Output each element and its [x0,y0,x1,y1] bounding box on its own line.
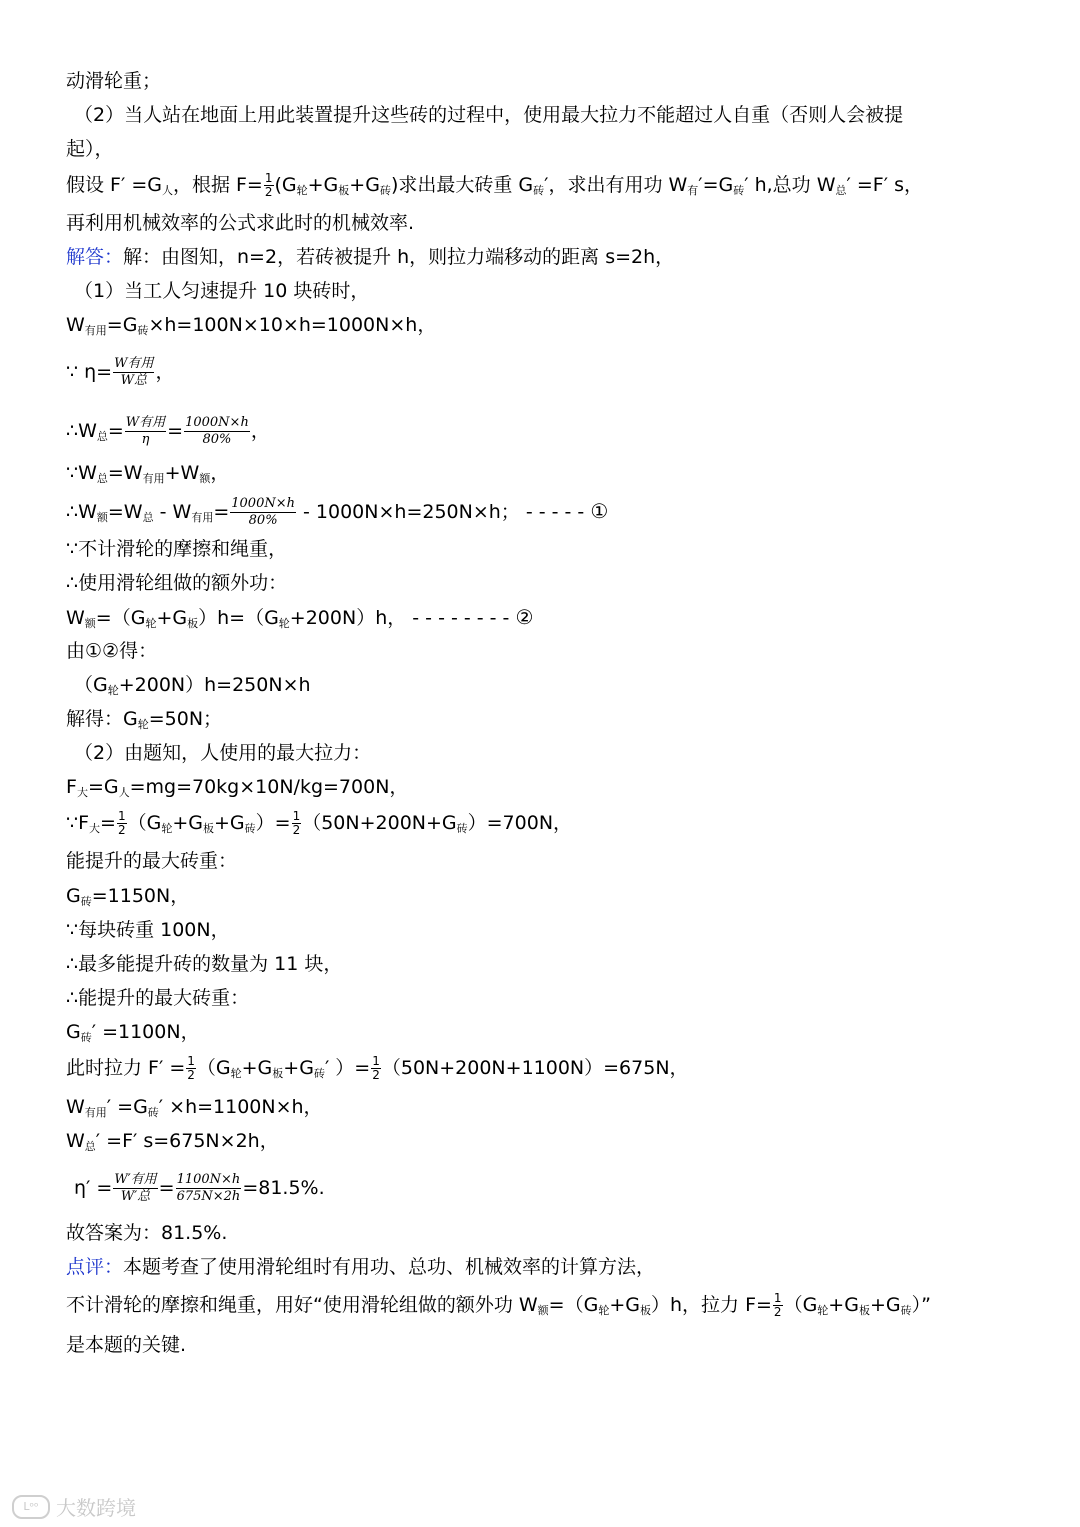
subscript: 额 [84,617,96,630]
subscript: 砖 [80,1031,92,1044]
text-line [66,244,1040,272]
text-segment: 起）， [66,138,114,160]
text-line [74,672,1040,700]
subscript: 人 [118,786,130,799]
text-segment: +G [283,1057,314,1079]
fraction-half [186,1055,196,1082]
text-segment: =1150N， [91,885,190,907]
text-segment: ∵ η= [66,361,113,383]
text-segment: W [66,607,85,629]
text-segment: （50N+200N+G [302,812,457,834]
text-line [66,810,1040,838]
text-segment: F [66,776,77,798]
text-segment: ′ h,总功 W [744,174,836,196]
text-segment: 故答案为：81.5%. [66,1222,228,1244]
subscript: 额 [199,472,211,485]
text-segment: ① [590,499,609,523]
text-segment: =50N； [148,708,223,730]
text-segment: - W [153,501,192,523]
fraction-wtotal-value [184,415,250,448]
text-line [66,638,1040,666]
text-segment: ）h，拉力 F= [650,1294,772,1316]
text-segment: 解：由图知，n=2，若砖被提升 h，则拉力端移动的距离 s=2h， [123,246,675,268]
fraction-efficiency [113,1172,157,1205]
text-line [66,415,1040,447]
text-segment: +G [609,1294,640,1316]
text-segment: = [167,420,184,442]
text-segment: =mg=70kg×10N/kg=700N， [129,776,409,798]
subscript: 轮 [296,184,308,197]
text-line [66,1055,1040,1083]
text-segment: （50N+200N+1100N）=675N， [381,1057,689,1079]
text-segment: 由①②得： [66,640,158,662]
text-segment: 1 [117,809,126,823]
text-segment: 2 [292,823,301,837]
text-segment: ∵F [66,812,90,834]
text-segment: 解得：G [66,708,138,730]
text-segment: 能提升的最大砖重： [66,850,238,872]
text-line [66,1019,1040,1047]
comment-label: 点评： [66,1256,124,1278]
text-segment: 1 [187,1054,195,1068]
fraction-efficiency-value [176,1172,242,1205]
text-segment: ∴W [66,420,97,442]
text-line [66,883,1040,911]
text-segment: W有用 [125,415,166,430]
text-segment: 此时拉力 F′ = [66,1057,186,1079]
text-line [66,136,1040,164]
text-segment: +200N）h=250N×h [118,674,311,696]
watermark [12,1492,136,1521]
watermark-text: 大数跨境 [56,1496,136,1520]
subscript: 轮 [107,684,119,697]
text-segment: 1 [372,1054,380,1068]
text-segment: ∵每块砖重 100N， [66,919,230,941]
text-segment: W [66,314,85,336]
text-segment: +G [307,174,339,196]
text-line [66,172,1040,200]
subscript: 有 [687,184,699,197]
text-segment: =G [106,314,138,336]
text-segment: G [66,1021,81,1043]
subscript: 总 [96,472,108,485]
fraction-half [773,1292,783,1319]
text-line [66,570,1040,598]
text-segment: W有用 [114,356,154,371]
text-segment: +200N）h， - - - - - - - - [289,607,516,629]
text-line [74,102,1040,130]
text-segment: 675N×2h [176,1189,241,1204]
text-line [66,604,1040,632]
text-line [66,917,1040,945]
subscript: 总 [96,430,108,443]
subscript: 砖 [733,184,745,197]
subscript: 有用 [191,511,214,524]
text-line [74,278,1040,306]
subscript: 轮 [230,1067,242,1080]
text-segment: 本题考查了使用滑轮组时有用功、总功、机械效率的计算方法， [123,1256,656,1278]
text-segment: - 1000N×h=250N×h； - - - - - [296,501,591,523]
text-line [74,1172,1040,1204]
text-segment: ）=700N， [467,812,573,834]
text-segment: ′ =F′ s=675N×2h， [95,1130,279,1152]
text-segment: =（G [95,607,146,629]
text-segment: +G [869,1294,901,1316]
text-segment: 动滑轮重； [66,70,162,92]
text-segment: ′ =G [106,1096,148,1118]
text-segment: G [66,885,81,907]
text-segment: +G [213,812,245,834]
subscript: 有用 [84,324,107,337]
text-line [66,951,1040,979]
subscript: 砖 [900,1304,912,1317]
text-segment: ∴最多能提升砖的数量为 11 块， [66,953,343,975]
text-segment: =W [107,462,143,484]
text-line [66,1254,1040,1282]
subscript: 砖 [147,1106,159,1119]
subscript: 板 [858,1304,870,1317]
text-segment: ， [155,361,175,383]
subscript: 大 [76,786,88,799]
text-segment: 80% [248,513,278,528]
text-segment: 1000N×h [231,496,295,511]
text-segment: ，根据 F= [172,174,263,196]
subscript: 人 [161,184,173,197]
text-segment: ∴能提升的最大砖重： [66,987,250,1009]
subscript: 大 [89,822,101,835]
text-line [66,1292,1040,1320]
text-line [66,496,1040,528]
answer-label: 解答： [66,246,124,268]
subscript: 总 [835,184,847,197]
text-segment: ′ ）= [324,1057,371,1079]
subscript: 砖 [313,1067,325,1080]
subscript: 有用 [84,1106,107,1119]
text-segment: = [107,420,124,442]
subscript: 轮 [817,1304,829,1317]
text-segment: ∵W [66,462,97,484]
text-segment: +G [241,1057,273,1079]
subscript: 板 [187,617,199,630]
subscript: 总 [142,511,154,524]
text-segment: =（G [548,1294,599,1316]
text-segment: 是本题的关键. [66,1334,187,1356]
text-segment: 假设 F′ =G [66,174,162,196]
subscript: 额 [96,511,108,524]
text-segment: 2 [372,1068,380,1082]
text-segment: ∴使用滑轮组做的额外功： [66,572,288,594]
text-segment: ′ =1100N， [91,1021,200,1043]
fraction-half [117,810,127,837]
subscript: 板 [272,1067,284,1080]
text-segment: 2 [264,185,273,199]
fraction-half [371,1055,381,1082]
subscript: 额 [537,1304,549,1317]
text-segment: W [66,1130,85,1152]
text-line [66,706,1040,734]
fraction-eta [113,356,154,389]
text-line [66,312,1040,340]
text-line [66,536,1040,564]
text-line [66,848,1040,876]
subscript: 板 [338,184,350,197]
subscript: 轮 [145,617,157,630]
text-segment: +G [828,1294,859,1316]
text-segment: ∵不计滑轮的摩擦和绳重， [66,538,288,560]
fraction-half [264,172,274,199]
text-segment: （2）由题知，人使用的最大拉力： [74,742,372,764]
fraction-wextra [230,496,296,529]
subscript: 砖 [137,324,149,337]
text-segment: = [158,1177,175,1199]
text-segment: 不计滑轮的摩擦和绳重，用好“使用滑轮组做的额外功 W [66,1294,538,1316]
text-segment: +G [156,607,188,629]
text-line [66,1128,1040,1156]
fraction-wtotal [125,415,166,448]
text-segment: ， [250,420,270,442]
text-segment: +G [349,174,380,196]
subscript: 砖 [533,184,545,197]
text-line [66,356,1040,388]
subscript: 轮 [137,718,149,731]
text-segment: +W [164,462,200,484]
text-segment: +G [172,812,203,834]
text-segment: W总 [120,373,147,388]
text-segment: ， [210,462,230,484]
subscript: 轮 [278,617,290,630]
text-segment: 1100N×h [176,1172,241,1187]
text-segment: （G [196,1057,231,1079]
text-segment: = [100,812,116,834]
text-segment: =W [107,501,143,523]
subscript: 板 [639,1304,651,1317]
subscript: 轮 [598,1304,610,1317]
text-segment: η′ = [74,1177,113,1199]
text-line [66,210,1040,238]
text-segment: W [66,1096,85,1118]
fraction-half [292,810,302,837]
text-segment: ′，求出有用功 W [544,174,688,196]
text-segment: =81.5%. [242,1177,325,1199]
text-line [66,1220,1040,1248]
text-segment: （2）当人站在地面上用此装置提升这些砖的过程中，使用最大拉力不能超过人自重（否则人会被提 [74,104,904,126]
text-segment: ′=G [698,174,734,196]
text-segment: η [141,432,150,447]
text-segment: =G [87,776,119,798]
text-line [66,1094,1040,1122]
text-segment: 1 [292,809,301,823]
watermark-logo-icon: Lᵒᵒ [12,1495,50,1519]
text-segment: （G [127,812,162,834]
text-segment: 80% [202,432,232,447]
text-segment: ′ ×h=1100N×h， [158,1096,323,1118]
text-segment: （G [74,674,108,696]
text-segment: （1）当工人匀速提升 10 块砖时， [74,280,370,302]
text-segment: (G [274,174,297,196]
text-segment: 2 [117,823,126,837]
text-line [66,1332,1040,1360]
subscript: 砖 [379,184,391,197]
subscript: 总 [84,1140,96,1153]
subscript: 砖 [244,822,256,835]
text-segment: ② [515,605,534,629]
text-segment: 2 [773,1305,782,1319]
text-segment: ）= [255,812,291,834]
text-segment: ×h=100N×10×h=1000N×h， [148,314,437,336]
text-segment: ）h=（G [198,607,279,629]
subscript: 板 [202,822,214,835]
text-segment: )求出最大砖重 G [390,174,534,196]
text-segment: 1000N×h [185,415,249,430]
text-line [66,460,1040,488]
subscript: 有用 [142,472,165,485]
text-segment: （G [783,1294,818,1316]
text-line [66,774,1040,802]
text-segment: ′ =F′ s， [846,174,923,196]
text-line [74,740,1040,768]
text-line [66,985,1040,1013]
text-segment: 2 [187,1068,195,1082]
text-segment: 再利用机械效率的公式求此时的机械效率. [66,212,415,234]
subscript: 砖 [80,895,92,908]
subscript: 砖 [456,822,468,835]
subscript: 轮 [161,822,173,835]
text-segment: ）” [911,1294,931,1316]
text-segment: = [213,501,230,523]
text-line [66,68,1040,96]
text-segment: W′有用 [114,1172,157,1187]
text-segment: W′总 [120,1189,151,1204]
text-segment: 1 [264,171,273,185]
text-segment: ∴W [66,501,97,523]
text-segment: 1 [773,1291,782,1305]
